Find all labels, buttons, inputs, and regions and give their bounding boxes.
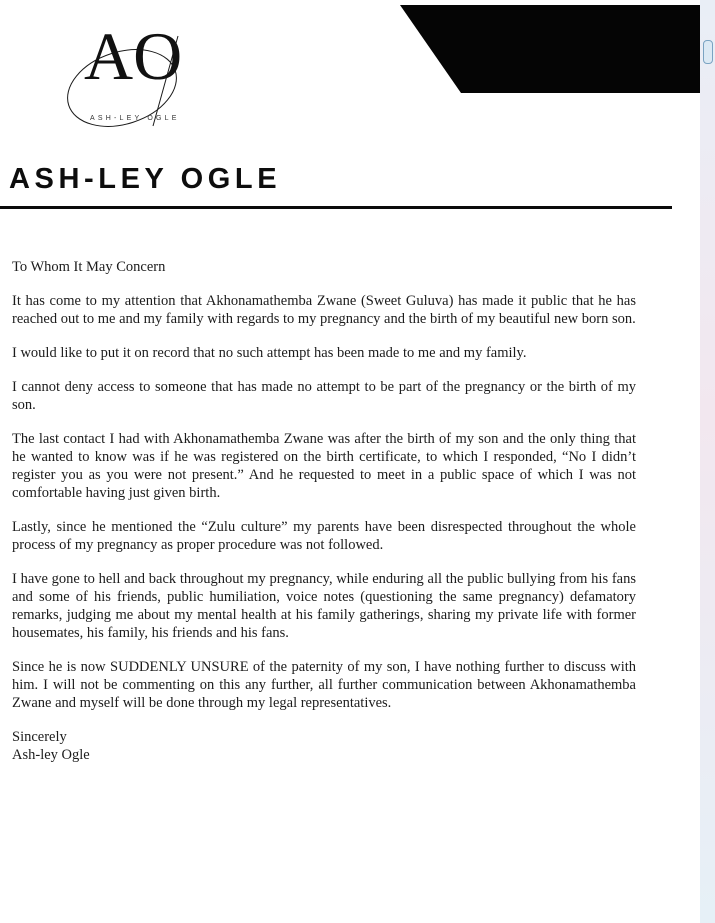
paragraph-5: Lastly, since he mentioned the “Zulu culture” my parents have been disrespected throughout the whole process of my pregnancy as proper procedure was not followed.	[12, 519, 636, 553]
closing: Sincerely	[12, 729, 67, 745]
header-divider	[0, 206, 672, 209]
edge-handle-icon	[703, 40, 713, 64]
logo-monogram: AO	[84, 18, 183, 94]
paragraph-7: Since he is now SUDDENLY UNSURE of the paternity of my son, I have nothing further to discuss with him. I will not be commenting on this any further, all further communication between Akhonamathemba Zwane and myself will be done through my legal representatives.	[12, 659, 636, 711]
screen-right-edge	[700, 0, 715, 923]
header-black-banner	[400, 5, 705, 93]
brand-name: ASH-LEY OGLE	[9, 163, 282, 195]
paragraph-6: I have gone to hell and back throughout my pregnancy, while enduring all the public bullying from his fans and some of his friends, public humiliation, voice notes (questioning the same pregnancy) defamatory remarks, judging me about my mental health at his family gatherings, sharing my private life with former housemates, his family, his friends and his fans.	[12, 571, 636, 641]
logo-subtitle: ASH-LEY OGLE	[90, 115, 180, 122]
letter-body	[12, 258, 636, 764]
paragraph-2: I would like to put it on record that no such attempt has been made to me and my family.	[12, 345, 527, 361]
signature: Ash-ley Ogle	[12, 747, 90, 763]
paragraph-3: I cannot deny access to someone that has made no attempt to be part of the pregnancy or the birth of my son.	[12, 379, 636, 413]
salutation: To Whom It May Concern	[12, 259, 166, 275]
paragraph-1: It has come to my attention that Akhonamathemba Zwane (Sweet Guluva) has made it public that he has reached out to me and my family with regards to my pregnancy and the birth of my beautiful new born son.	[12, 293, 636, 327]
paragraph-4: The last contact I had with Akhonamathemba Zwane was after the birth of my son and the only thing that he wanted to know was if he was registered on the birth certificate, to which I responded, “No I didn’t register you as you were not present.” And he requested to meet in a public space of which I was not comfortable having just given birth.	[12, 431, 636, 501]
